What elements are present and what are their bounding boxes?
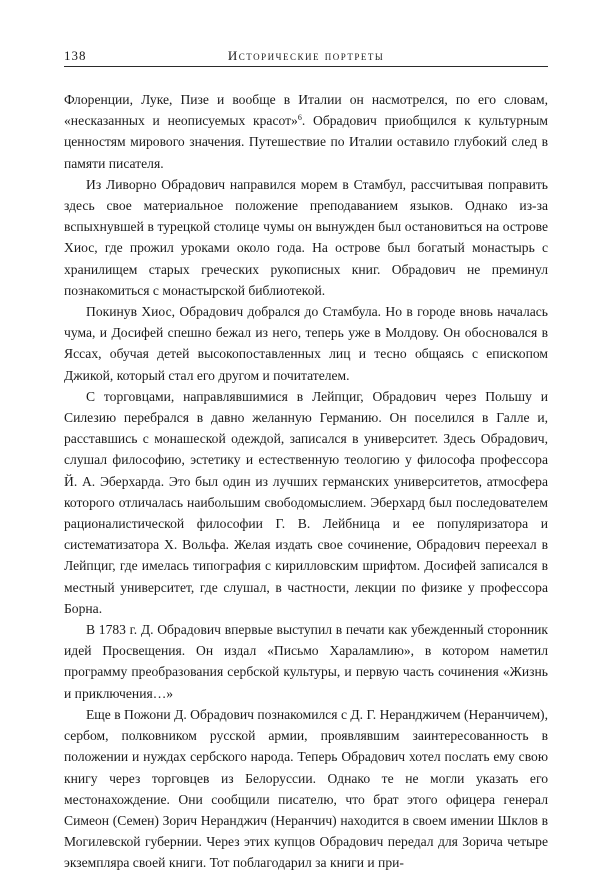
footnote-ref[interactable]: 6 [297, 113, 302, 123]
paragraph: Еще в Пожони Д. Обрадович познакомился с Д. Г. Неранджичем (Неранчичем), сербом, полковником русской армии, проявлявшим заинтересованность в положении и нуждах сербского народа. Теперь Обрадович хотел послать ему свою книгу через торговцев из Белоруссии. Однако те не могли указать его местонахождение. Они сообщили писателю, что брат этого офицера генерал Симеон (Семен) Зорич Неранджич (Неранчич) находится в своем имении Шклов в Могилевской губернии. Через этих купцов Обрадович передал для Зорича четыре экземпляра своей книги. Тот поблагодарил за книги и при- [64, 706, 548, 871]
paragraph: Флоренции, Луке, Пизе и вообще в Италии он насмотрелся, по его словам, «несказанных и неописуемых красот»$^6$. Обрадович приобщился к культурным ценностям мирового значения. Путешествие по Италии оставило глубокий след в памяти писателя. [64, 92, 549, 171]
running-title: Исторические портреты [227, 48, 385, 63]
running-head [64, 44, 548, 67]
page-number: 138 [64, 48, 87, 63]
paragraph: В 1783 г. Д. Обрадович впервые выступил в печати как убежденный сторонник идей Просвещения. Он издал «Письмо Хараламлию», в котором наметил программу преобразования сербской культуры, и первую часть сочинения «Жизнь и приключения…» [64, 622, 548, 701]
paragraph: С торговцами, направлявшимися в Лейпциг, Обрадович через Польшу и Силезию перебрался в давно желанную Германию. Он поселился в Галле и, расставшись с монашеской одеждой, записался в университет. Здесь Обрадович, слушал философию, эстетику и естественную теологию у философа профессора Й. А. Эберхарда. Это был один из лучших германских университетов, атмосфера которого отличалась наибольшим свободомыслием. Эберхард был последователем рационалистической философии Г. В. Лейбница и ее популяризатора и систематизатора Х. Вольфа. Желая издать свое сочинение, Обрадович переехал в Лейпциг, где имелась типография с кирилловским шрифтом. Досифей записался в местный университет, где слушал, в частности, лекции по физике у профессора Борна. [64, 388, 548, 616]
paragraph: Из Ливорно Обрадович направился морем в Стамбул, рассчитывая поправить здесь свое материальное положение преподаванием языков. Однако из-за вспыхнувшей в турецкой столице чумы он вынужден был остановиться на острове Хиос, где прожил уроками около года. На острове был богатый монастырь с хранилищем старых греческих рукописных книг. Обрадович не преминул познакомиться с монастырской библиотекой. [64, 176, 548, 298]
book-page [64, 44, 548, 874]
paragraph: Покинув Хиос, Обрадович добрался до Стамбула. Но в городе вновь началась чума, и Досифей спешно бежал из него, теперь уже в Молдову. Он обосновался в Яссах, обучая детей высокопоставленных лиц и тесно общаясь с епископом Джикой, который стал его другом и почитателем. [64, 304, 548, 383]
body-text [64, 89, 548, 874]
